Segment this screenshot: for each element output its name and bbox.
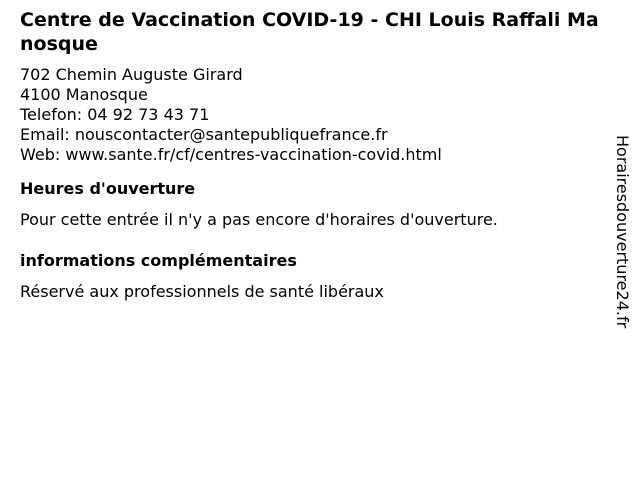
additional-info-heading: informations complémentaires: [20, 251, 297, 270]
business-listing: [20, 8, 612, 302]
contact-block: [20, 65, 612, 165]
city-address: 4100 Manosque: [20, 85, 148, 104]
additional-info-text: Réservé aux professionnels de santé libéraux: [20, 282, 384, 301]
web-line: Web: www.sante.fr/cf/centres-vaccination-covid.html: [20, 145, 442, 164]
opening-hours-heading: Heures d'ouverture: [20, 179, 196, 198]
email-line: Email: nouscontacter@santepubliquefrance.fr: [20, 125, 388, 144]
phone-line: Telefon: 04 92 73 43 71: [20, 105, 210, 124]
site-watermark: Horairesdouverture24.fr: [613, 135, 632, 329]
street-address: 702 Chemin Auguste Girard: [20, 65, 243, 84]
opening-hours-text: Pour cette entrée il n'y a pas encore d'horaires d'ouverture.: [20, 210, 498, 229]
page-title: Centre de Vaccination COVID-19 - CHI Louis Raffali Manosque: [20, 9, 599, 55]
